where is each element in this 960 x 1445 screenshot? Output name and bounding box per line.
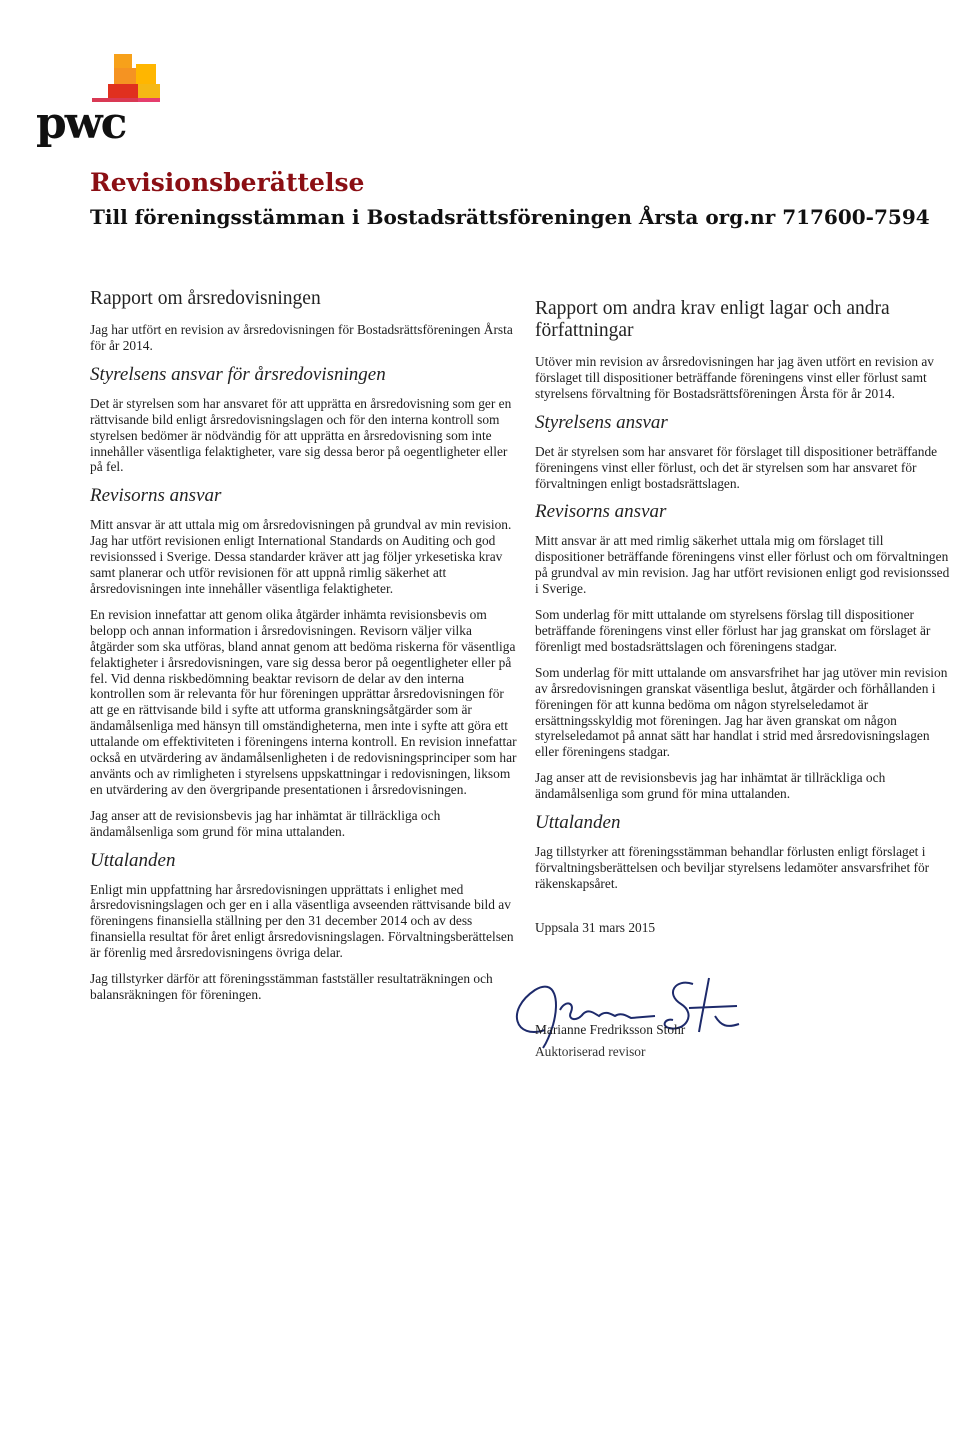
left-intro: Jag har utfört en revision av årsredovisningen för Bostadsrättsföreningen Årsta för år 2014. [90, 322, 513, 353]
left-heading: Rapport om årsredovisningen [90, 288, 321, 309]
left-paragraph: Enligt min uppfattning har årsredovisningen upprättats i enlighet med årsredovisningslagen och ger en i alla väsentliga avseenden rättvisande bild av föreningens finansiella ställning per den 31 december 2014 och av dess finansiella resultat för året enligt årsredovisningslagen. Förvaltningsberättelsen är förenlig med årsredovisningens övriga delar. [90, 881, 514, 961]
right-subheading-opinions: Uttalanden [535, 812, 621, 834]
right-paragraph: Utöver min revision av årsredovisningen har jag även utfört en revision av förslaget till dispositioner beträffande föreningens vinst eller förlust samt styrelsens förvaltning för Bostadsrättsföreningen Årsta för år 2014. [535, 354, 934, 401]
right-paragraph: Jag tillstyrker att föreningsstämman behandlar förlusten enligt förslaget i förvaltningsberättelsen och beviljar styrelsens ledamöter ansvarsfrihet för räkenskapsåret. [535, 844, 930, 891]
right-paragraph: Jag anser att de revisionsbevis jag har inhämtat är tillräckliga och ändamålsenliga som grund för mina uttalanden. [535, 770, 886, 802]
left-paragraph: Jag anser att de revisionsbevis jag har inhämtat är tillräckliga och ändamålsenliga som grund för mina uttalanden. [90, 807, 441, 839]
pwc-logo [36, 50, 176, 150]
left-column [90, 288, 518, 1013]
right-subheading-auditor: Revisorns ansvar [535, 501, 667, 523]
pwc-wordmark: pwc [36, 98, 126, 149]
left-paragraph: Mitt ansvar är att uttala mig om årsredovisningen på grundval av min revision. Jag har utfört revisionen enligt International Standards on Auditing och god revisionssed i Sverige. Dessa standarder kräver att jag följer yrkesetiska krav samt planerar och utför revisionen för att uppnå rimlig säkerhet att årsredovisningen inte innehåller väsentliga felaktigheter. [90, 517, 512, 596]
signature-block [535, 950, 955, 1060]
right-paragraph: Det är styrelsen som har ansvaret för förslaget till dispositioner beträffande föreningens vinst eller förlust, och det är styrelsen som har ansvaret för förvaltningen enligt bostadsrättslagen. [535, 443, 938, 491]
signer-role: Auktoriserad revisor [535, 1043, 646, 1059]
left-subheading-auditor: Revisorns ansvar [90, 485, 222, 507]
signer-name: Marianne Fredriksson Stohr [535, 1021, 686, 1037]
left-subheading-board: Styrelsens ansvar för årsredovisningen [90, 363, 386, 385]
right-subheading-board: Styrelsens ansvar [535, 411, 668, 433]
left-paragraph: Det är styrelsen som har ansvaret för att upprätta en årsredovisning som ger en rättvisande bild enligt årsredovisningslagen och för den interna kontroll som styrelsen bedömer är nödvändig för att upprätta en årsredovisning som inte innehåller väsentliga felaktigheter, vare sig dessa beror på oegentligheter eller på fel. [90, 395, 512, 475]
left-paragraph: Jag tillstyrker därför att föreningsstämman fastställer resultaträkningen och balansräkningen för föreningen. [90, 971, 493, 1002]
right-paragraph: Mitt ansvar är att med rimlig säkerhet uttala mig om förslaget till dispositioner beträffande föreningens vinst eller förlust och om förvaltningen på grundval av min revision. Jag har utfört revisionen enligt god revisionssed i Sverige. [535, 533, 950, 597]
right-paragraph: Som underlag för mitt uttalande om styrelsens förslag till dispositioner beträffande föreningens vinst eller förlust har jag granskat om förslaget är förenligt med bostadsrättslagen och föreningens stadgar. [535, 607, 931, 654]
left-paragraph: En revision innefattar att genom olika åtgärder inhämta revisionsbevis om belopp och annan information i årsredovisningen. Revisorn väljer vilka åtgärder som ska utföras, bland annat genom att bedöma riskerna för väsentliga felaktigheter i årsredovisningen, vare sig dessa beror på oegentligheter eller på fel. Vid denna riskbedömning beaktar revisorn de delar av den interna kontrollen som är relevanta för hur föreningen upprättar årsredovisningen för att ge en rättvisande bild i syfte att utforma granskningsåtgärder som är ändamålsenliga med hänsyn till omständigheterna, men inte i syfte att göra ett uttalande om effektiviteten i föreningens interna kontroll. En revision innefattar också en utvärdering av ändamålsenligheten i de redovisningsprinciper som har använts och av rimligheten i styrelsens uppskattningar i redovisningen, liksom en utvärdering av den övergripande presentationen i årsredovisningen. [90, 606, 517, 797]
left-subheading-opinions: Uttalanden [90, 849, 176, 871]
place-date: Uppsala 31 mars 2015 [535, 919, 656, 935]
right-paragraph: Som underlag för mitt uttalande om ansvarsfrihet har jag utöver min revision av årsredovisningen granskat väsentliga beslut, åtgärder och förhållanden i föreningen för att kunna bedöma om någon styrelseledamot är ersättningsskyldig mot föreningen. Jag har även granskat om någon styrelseledamot på annat sätt har handlat i strid med årsredovisningslagen eller föreningens stadgar. [535, 664, 948, 760]
page-title: Revisionsberättelse [90, 168, 365, 197]
right-heading: Rapport om andra krav enligt lagar och andra författningar [535, 298, 890, 341]
page-subtitle: Till föreningsstämman i Bostadsrättsföreningen Årsta org.nr 717600-7594 [90, 205, 930, 229]
right-column [535, 298, 955, 1060]
